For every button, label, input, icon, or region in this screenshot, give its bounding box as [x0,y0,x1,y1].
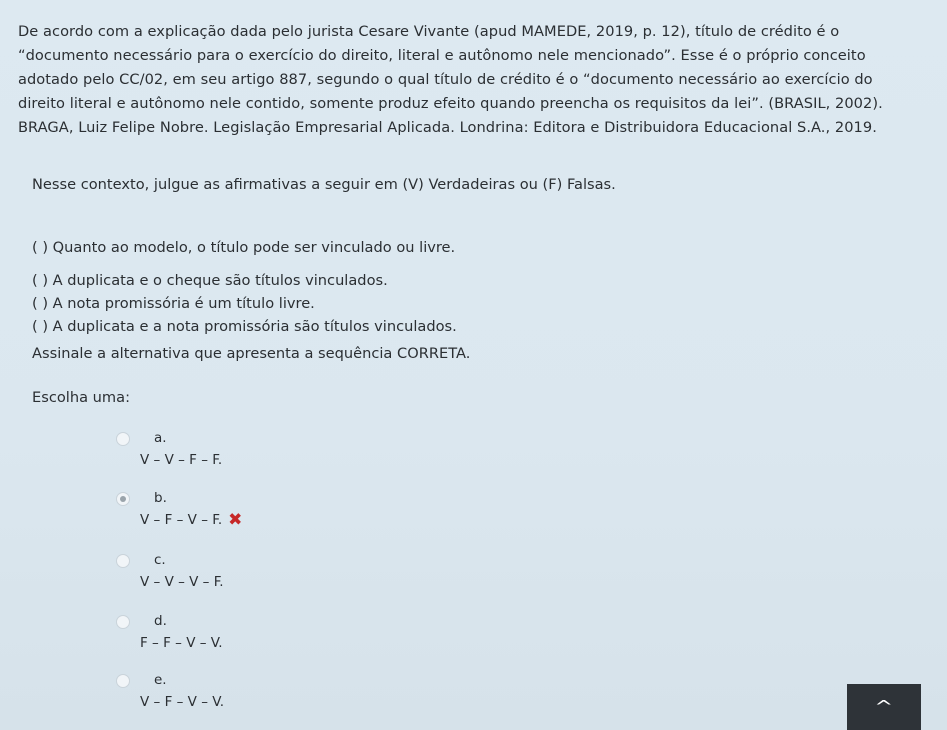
option-letter: d. [154,613,167,629]
question-statement [18,20,928,140]
answer-option-b[interactable] [116,490,436,540]
option-text[interactable]: V – F – V – V. [140,694,225,710]
option-text[interactable]: V – V – V – F. [140,574,224,590]
assertion-item: ( ) A nota promissória é um título livre. [32,295,315,312]
radio-button-e[interactable] [116,674,130,688]
radio-button-a[interactable] [116,432,130,446]
radio-button-c[interactable] [116,554,130,568]
answer-option-d[interactable] [116,613,436,663]
answer-option-a[interactable] [116,430,436,480]
choose-label: Escolha uma: [32,389,130,406]
question-instruction: Assinale a alternativa que apresenta a sequência CORRETA. [32,345,471,362]
assertion-list [32,236,457,338]
option-letter: a. [154,430,167,446]
scroll-to-top-button[interactable] [847,684,921,730]
option-letter: c. [154,552,166,568]
incorrect-x-icon: ✖ [228,510,243,530]
option-letter: b. [154,490,167,506]
statement-citation: BRAGA, Luiz Felipe Nobre. Legislação Empresarial Aplicada. Londrina: Editora e Distribuidora Educacional S.A., 2019. [18,119,877,136]
assertion-item: ( ) A duplicata e o cheque são títulos vinculados. [32,272,388,289]
option-text-wrapper[interactable] [140,512,242,528]
assertion-item: ( ) Quanto ao modelo, o título pode ser vinculado ou livre. [32,239,456,256]
answer-option-c[interactable] [116,552,436,602]
radio-button-b[interactable] [116,492,130,506]
radio-button-d[interactable] [116,615,130,629]
option-text[interactable]: F – F – V – V. [140,635,223,651]
assertion-item: ( ) A duplicata e a nota promissória são títulos vinculados. [32,318,457,335]
statement-line: “documento necessário para o exercício do direito, literal e autônomo nele mencionado”. Esse é o próprio conceito [18,47,866,64]
option-text: V – F – V – F. [140,512,223,528]
chevron-up-icon: ^ [874,697,894,716]
statement-line: adotado pelo CC/02, em seu artigo 887, segundo o qual título de crédito é o “documento necessário ao exercício do [18,71,873,88]
statement-line: direito literal e autônomo nele contido, somente produz efeito quando preencha os requisitos da lei”. (BRASIL, 2002). [18,95,883,112]
answer-option-e[interactable] [116,672,436,722]
statement-line: De acordo com a explicação dada pelo jurista Cesare Vivante (apud MAMEDE, 2019, p. 12), título de crédito é o [18,23,840,40]
option-text[interactable]: V – V – F – F. [140,452,223,468]
option-letter: e. [154,672,167,688]
question-context: Nesse contexto, julgue as afirmativas a seguir em (V) Verdadeiras ou (F) Falsas. [32,176,616,193]
